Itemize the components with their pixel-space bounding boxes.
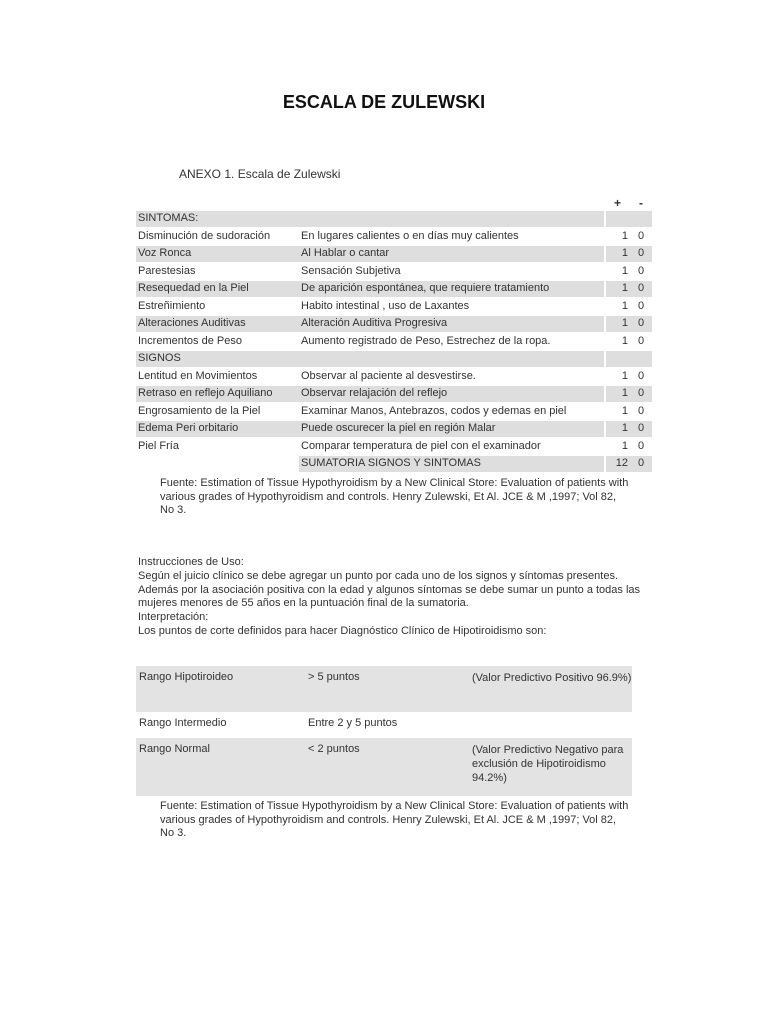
description-cell: Sensación Subjetiva <box>301 264 401 277</box>
minus-score-cell: 0 <box>637 299 645 312</box>
minus-score-cell: 0 <box>637 282 645 294</box>
range-name: Rango Intermedio <box>139 717 227 729</box>
symptom-cell: Lentitud en Movimientos <box>138 369 258 382</box>
range-row-normal <box>136 738 632 796</box>
minus-score-cell: 0 <box>637 387 645 399</box>
description-cell: Examinar Manos, Antebrazos, codos y edemas en piel <box>301 404 567 417</box>
instructions-body: Según el juicio clínico se debe agregar un punto por cada uno de los signos y síntomas presentes. Además por la asociación positiva con la edad y algunos síntomas se debe sumar un punto a todas las mujeres menores de 55 años en la puntuación final de la sumatoria. <box>138 569 641 610</box>
minus-score-cell: 0 <box>637 404 645 417</box>
symptom-cell: Parestesias <box>138 264 196 277</box>
row-shading <box>136 351 604 367</box>
range-name: Rango Hipotiroideo <box>139 671 234 683</box>
plus-score-cell: 1 <box>621 369 628 382</box>
symptom-cell: Retraso en reflejo Aquiliano <box>138 387 273 399</box>
minus-score-cell: 0 <box>637 422 645 434</box>
row-shading <box>136 211 604 227</box>
description-cell: De aparición espontánea, que requiere tratamiento <box>301 282 550 294</box>
plus-score-cell: 1 <box>621 422 628 434</box>
interpretation-heading: Interpretación: <box>138 611 209 624</box>
description-cell: Comparar temperatura de piel con el examinador <box>301 439 541 452</box>
plus-score-cell: 1 <box>621 387 628 399</box>
symptom-cell: Disminución de sudoración <box>138 229 271 242</box>
table-row <box>136 263 653 281</box>
table-row <box>136 368 653 386</box>
range-points: < 2 puntos <box>308 743 360 755</box>
source-citation: Fuente: Estimation of Tissue Hypothyroidism by a New Clinical Store: Evaluation of patients with various grades of Hypothyroidism and controls. Henry Zulewski, Et Al. JCE & M ,1997; Vol 82, No 3. <box>160 477 629 516</box>
plus-score-cell: 1 <box>621 264 628 277</box>
symptom-cell: Resequedad en la Piel <box>138 282 249 294</box>
table-row <box>136 280 653 298</box>
minus-score-cell: 0 <box>637 457 645 469</box>
plus-score-cell: 1 <box>621 247 628 259</box>
row-shading <box>606 351 652 367</box>
annex-title: ANEXO 1. Escala de Zulewski <box>179 167 341 181</box>
table-row <box>136 420 653 438</box>
range-points: > 5 puntos <box>308 671 360 683</box>
symptom-cell: Piel Fría <box>138 439 179 452</box>
instructions-heading: Instrucciones de Uso: <box>138 556 244 568</box>
column-header-plus: + <box>614 196 622 210</box>
plus-score-cell: 1 <box>621 404 628 417</box>
description-cell: Puede oscurecer la piel en región Malar <box>301 422 496 434</box>
symptom-cell: Engrosamiento de la Piel <box>138 404 261 417</box>
range-note: (Valor Predictivo Negativo para exclusión de Hipotiroidismo 94.2%) <box>472 744 624 784</box>
description-cell: Observar relajación del reflejo <box>301 387 448 399</box>
table-section-row <box>136 210 653 228</box>
range-row-intermedio <box>136 712 632 738</box>
symptom-cell: Voz Ronca <box>138 247 192 259</box>
minus-score-cell: 0 <box>637 439 645 452</box>
table-row <box>136 438 653 456</box>
plus-score-cell: 1 <box>621 229 628 242</box>
description-cell: Aumento registrado de Peso, Estrechez de la ropa. <box>301 334 551 347</box>
table-row <box>136 315 653 333</box>
description-cell: Habito intestinal , uso de Laxantes <box>301 299 470 312</box>
minus-score-cell: 0 <box>637 247 645 259</box>
minus-score-cell: 0 <box>637 334 645 347</box>
plus-score-cell: 1 <box>621 317 628 329</box>
instructions-block <box>138 556 658 639</box>
symptom-cell: Alteraciones Auditivas <box>138 317 246 329</box>
plus-score-cell: 12 <box>615 457 628 469</box>
range-row-hipotiroideo <box>136 666 632 712</box>
table-row <box>136 403 653 421</box>
minus-score-cell: 0 <box>637 264 645 277</box>
interpretation-body: Los puntos de corte definidos para hacer Diagnóstico Clínico de Hipotiroidismo son: <box>138 624 547 637</box>
interpretation-ranges-table <box>136 666 632 796</box>
minus-score-cell: 0 <box>637 317 645 329</box>
table-row <box>136 385 653 403</box>
table-row <box>136 245 653 263</box>
table-row <box>136 298 653 316</box>
range-name: Rango Normal <box>139 743 210 755</box>
range-note: (Valor Predictivo Positivo 96.9%) <box>472 672 632 684</box>
plus-score-cell: 1 <box>621 299 628 312</box>
description-cell: Al Hablar o cantar <box>301 247 390 259</box>
minus-score-cell: 0 <box>637 369 645 382</box>
source-citation-2: Fuente: Estimation of Tissue Hypothyroidism by a New Clinical Store: Evaluation of patients with various grades of Hypothyroidism and controls. Henry Zulewski, Et Al. JCE & M ,1997; Vol 82, No 3. <box>160 800 629 839</box>
minus-score-cell: 0 <box>637 229 645 242</box>
symptom-cell: Edema Peri orbitario <box>138 422 239 434</box>
symptom-cell: SINTOMAS: <box>138 212 199 224</box>
table-section-row <box>136 350 653 368</box>
page-title: ESCALA DE ZULEWSKI <box>282 92 486 112</box>
row-shading <box>606 211 652 227</box>
description-cell: SUMATORIA SIGNOS Y SINTOMAS <box>301 457 481 469</box>
column-header-minus: - <box>639 196 643 210</box>
range-points: Entre 2 y 5 puntos <box>308 717 398 729</box>
zulewski-scale-table <box>136 210 653 473</box>
symptom-cell: Estreñimiento <box>138 299 206 312</box>
symptom-cell: SIGNOS <box>138 352 181 364</box>
table-row <box>136 228 653 246</box>
plus-score-cell: 1 <box>621 282 628 294</box>
table-row <box>136 333 653 351</box>
plus-score-cell: 1 <box>621 439 628 452</box>
description-cell: Observar al paciente al desvestirse. <box>301 369 476 382</box>
symptom-cell: Incrementos de Peso <box>138 334 242 347</box>
description-cell: Alteración Auditiva Progresiva <box>301 317 448 329</box>
plus-score-cell: 1 <box>621 334 628 347</box>
description-cell: En lugares calientes o en días muy calientes <box>301 229 519 242</box>
table-total-row <box>136 455 653 473</box>
